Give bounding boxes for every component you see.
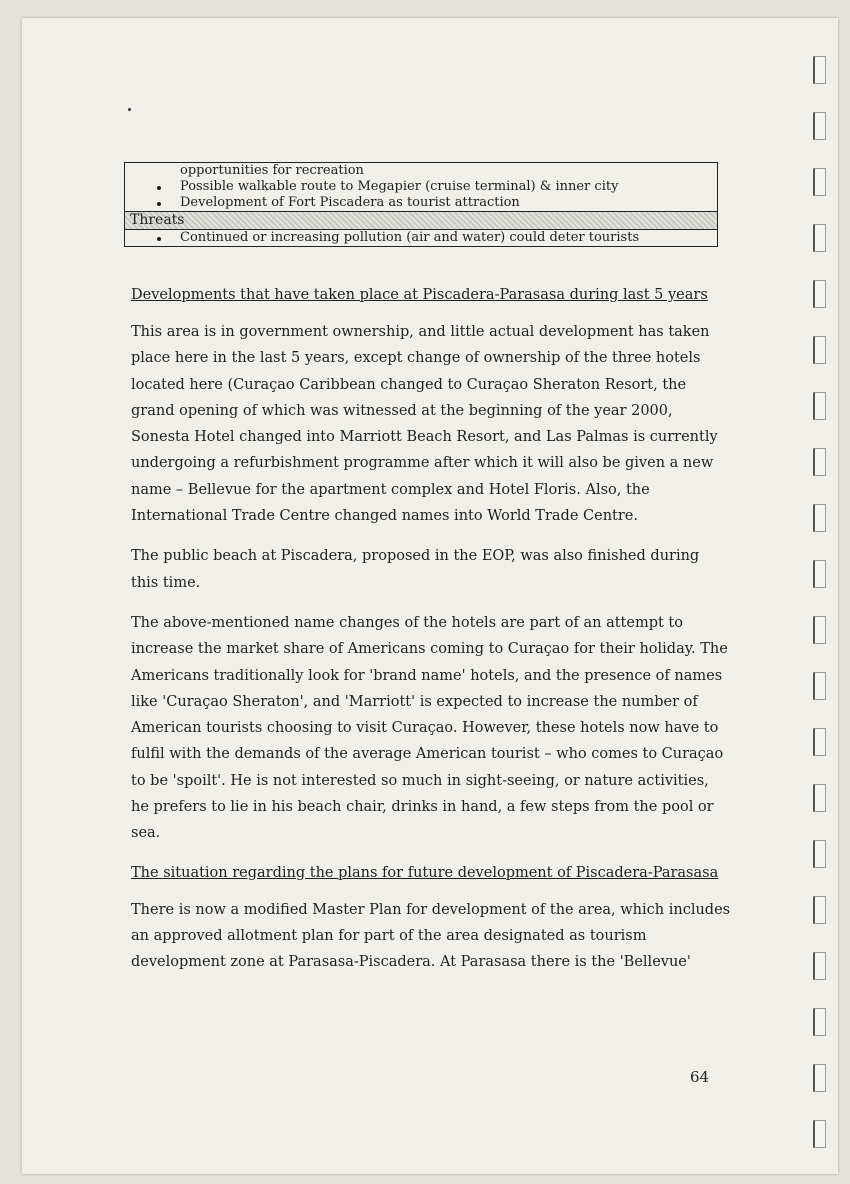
binding-ring	[813, 392, 826, 420]
section-heading: The situation regarding the plans for future development of Piscadera-Parasasa	[131, 864, 719, 881]
swot-table	[124, 162, 718, 247]
binding-ring	[813, 616, 826, 644]
table-row: opportunities for recreation	[180, 163, 364, 178]
binding-ring	[813, 1064, 826, 1092]
binding-ring	[813, 336, 826, 364]
binding-ring	[813, 1120, 826, 1148]
binding-ring	[813, 112, 826, 140]
section-heading: Developments that have taken place at Piscadera-Parasasa during last 5 years	[131, 287, 708, 303]
paragraph: The public beach at Piscadera, proposed in the EOP, was also finished during this time.	[131, 548, 700, 591]
binding-ring	[813, 56, 826, 84]
binding-ring	[813, 504, 826, 532]
binding-ring	[813, 952, 826, 980]
binding-ring	[813, 168, 826, 196]
binding-ring	[813, 728, 826, 756]
binding-ring	[813, 784, 826, 812]
table-row-text: Possible walkable route to Megapier (cruise terminal) & inner city	[180, 179, 619, 194]
table-row-text: Continued or increasing pollution (air and water) could deter tourists	[180, 230, 640, 245]
threats-header: Threats	[125, 211, 717, 230]
binding-ring	[813, 224, 826, 252]
table-row	[125, 179, 717, 195]
binding-ring	[813, 1008, 826, 1036]
page-number: 64	[690, 1068, 710, 1086]
binding-ring	[813, 840, 826, 868]
binding-ring	[813, 896, 826, 924]
table-row-text: Development of Fort Piscadera as tourist attraction	[180, 195, 520, 210]
binding-ring	[813, 560, 826, 588]
stray-mark	[128, 108, 131, 111]
table-row	[125, 195, 717, 211]
binding-ring	[813, 672, 826, 700]
main-content	[131, 283, 731, 990]
binding-ring	[813, 280, 826, 308]
binding-ring	[813, 448, 826, 476]
table-row	[125, 230, 717, 246]
paragraph: This area is in government ownership, and little actual development has taken place here in the last 5 years, except change of ownership of the three hotels located here (Curaçao Caribbean changed to Curaçao Sheraton Resort, the grand opening of which was witnessed at the beginning of the year 2000, Sonesta Hotel changed into Marriott Beach Resort, and Las Palmas is currently undergoing a refurbishment programme after which it will also be given a new name – Bellevue for the apartment complex and Hotel Floris. Also, the International Trade Centre changed names into World Trade Centre.	[131, 324, 718, 525]
paragraph: There is now a modified Master Plan for development of the area, which includes an approved allotment plan for part of the area designated as tourism development zone at Parasasa-Piscadera. At Parasasa there is the 'Bellevue'	[131, 901, 731, 971]
paragraph: The above-mentioned name changes of the hotels are part of an attempt to increase the market share of Americans coming to Curaçao for their holiday. The Americans traditionally look for 'brand name' hotels, and the presence of names like 'Curaçao Sheraton', and 'Marriott' is expected to increase the number of American tourists choosing to visit Curaçao. However, these hotels now have to fulfil with the demands of the average American tourist – who comes to Curaçao to be 'spoilt'. He is not interested so much in sight-seeing, or nature activities, he prefers to lie in his beach chair, drinks in hand, a few steps from the pool or sea.	[131, 614, 728, 842]
